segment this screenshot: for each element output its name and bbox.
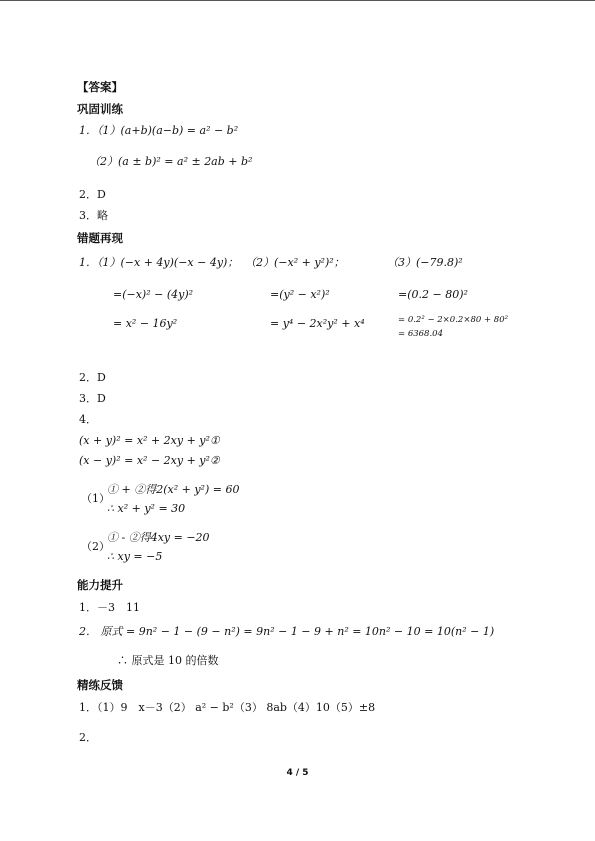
error-q4-part2-line2: ∴ xy = −5 (107, 550, 163, 563)
consolidation-q1-part2: （2）(a ± b)² = a² ± 2ab + b² (89, 155, 253, 168)
error-q1-col2-line1: （2）(−x² + y²)²； (245, 256, 345, 269)
error-q1-col1-line2: =(−x)² − (4y)² (113, 288, 194, 301)
error-q4-part1-line1: ① + ②得2(x² + y²) = 60 (107, 483, 240, 496)
error-q1-col2-line2: =(y² − x²)² (270, 288, 330, 301)
error-q4-equation1: (x + y)² = x² + 2xy + y²① (79, 434, 220, 447)
error-q2: 2．D (79, 371, 106, 384)
consolidation-q1-part1: 1．（1）(a+b)(a−b) = a² − b² (79, 124, 239, 137)
error-q4-part1-label: （1） (81, 492, 110, 505)
error-q1-col1-line3: = x² − 16y² (113, 317, 178, 330)
consolidation-q3: 3．略 (79, 209, 108, 222)
error-q1-col3-line4: = 6368.04 (398, 329, 443, 339)
feedback-q1: 1．（1）9 x－3（2） a² − b²（3） 8ab（4）10（5）±8 (79, 701, 376, 714)
ability-q1: 1．－3 11 (79, 601, 140, 614)
error-q4-equation2: (x − y)² = x² − 2xy + y²② (79, 454, 220, 467)
error-q1-col1-line1: 1．（1）(−x + 4y)(−x − 4y)； (79, 256, 239, 269)
error-q3: 3．D (79, 392, 106, 405)
error-q1-col2-line3: = y⁴ − 2x²y² + x⁴ (270, 317, 365, 330)
error-q4-part1-line2: ∴ x² + y² = 30 (107, 502, 186, 515)
error-q1-col3-line1: （3）(−79.8)² (387, 256, 463, 269)
section-title-ability: 能力提升 (77, 578, 123, 592)
ability-q2: 2． 原式 = 9n² − 1 − (9 − n²) = 9n² − 1 − 9 + n² = 10n² − 10 = 10(n² − 1) (79, 625, 495, 638)
section-title-error-review: 错题再现 (77, 231, 123, 245)
page-top-border (0, 0, 595, 1)
consolidation-q2: 2．D (79, 188, 106, 201)
error-q4: 4． (79, 413, 97, 426)
section-title-consolidation: 巩固训练 (77, 102, 123, 116)
answer-header: 【答案】 (77, 80, 123, 94)
page-number: 4 / 5 (286, 768, 309, 778)
ability-q2-conclusion: ∴ 原式是 10 的倍数 (117, 654, 219, 667)
error-q4-part2-line1: ① - ②得4xy = −20 (107, 531, 210, 544)
error-q1-col3-line3: = 0.2² − 2×0.2×80 + 80² (398, 315, 509, 325)
error-q1-col3-line2: =(0.2 − 80)² (398, 288, 468, 301)
section-title-feedback: 精练反馈 (77, 678, 123, 692)
error-q4-part2-label: （2） (81, 540, 110, 553)
feedback-q2: 2． (79, 731, 97, 744)
